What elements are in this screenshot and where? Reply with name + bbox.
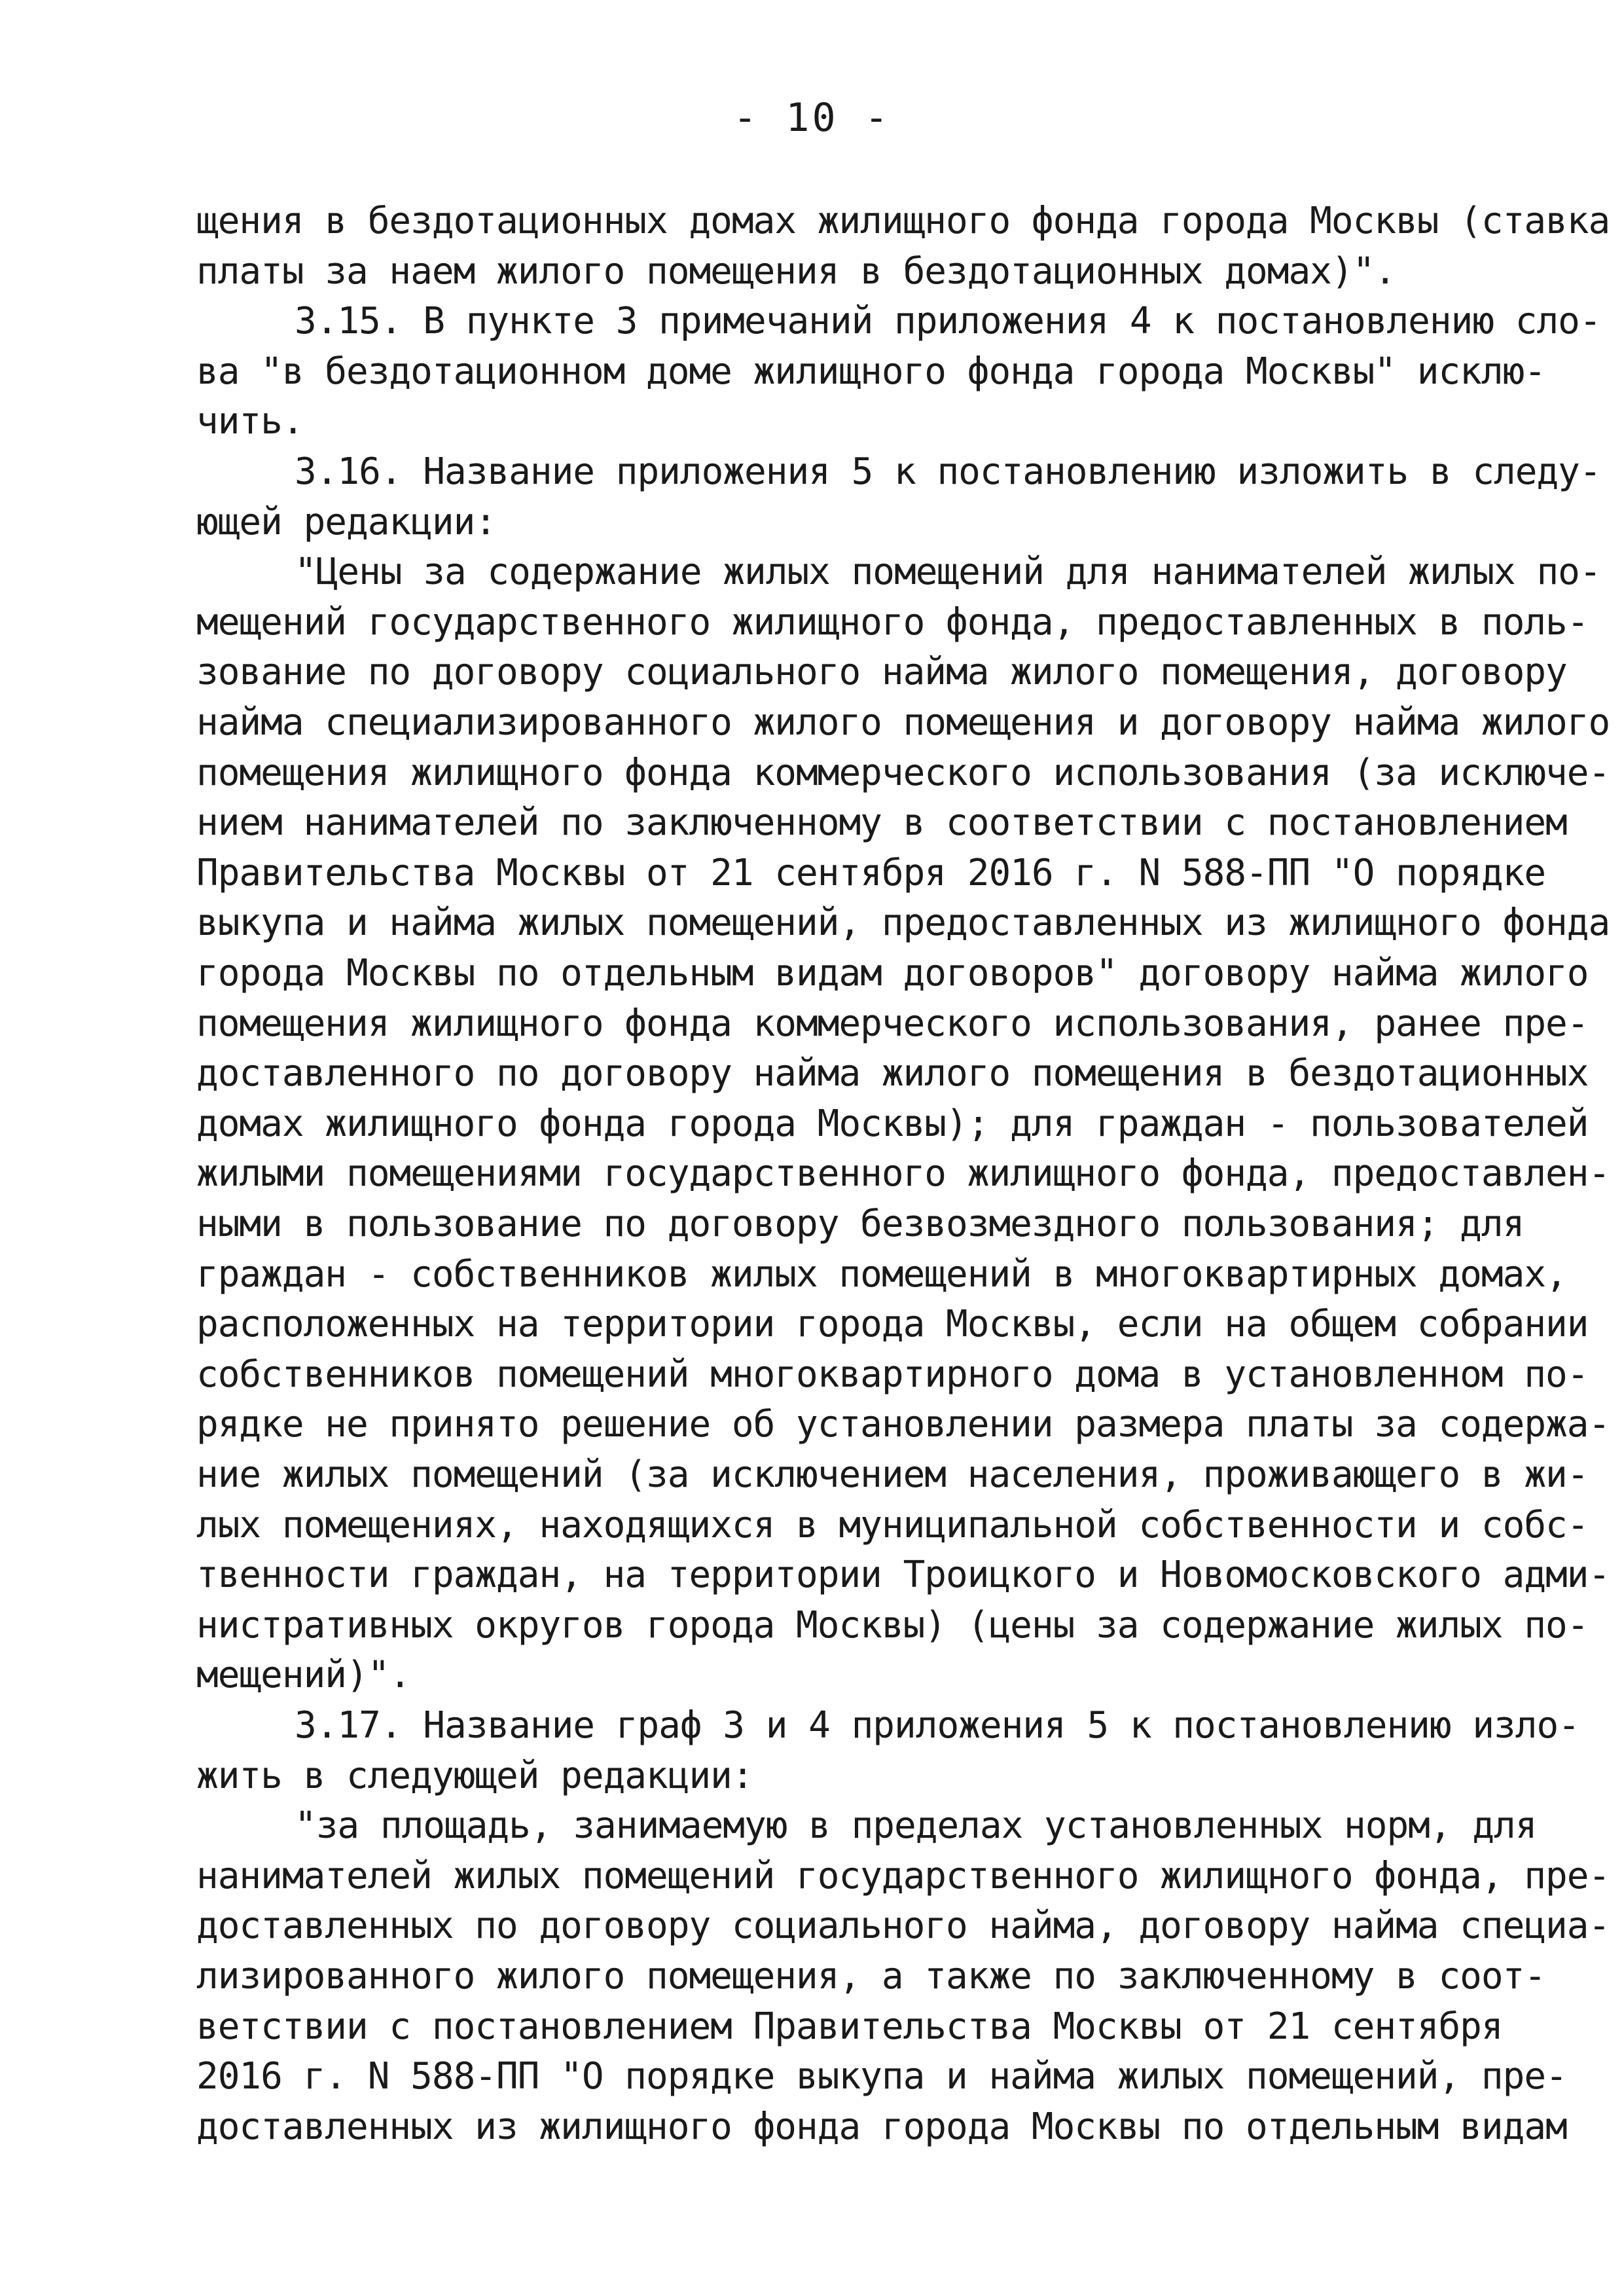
text-line: ние жилых помещений (за исключением населения, проживающего в жи-	[196, 1453, 1589, 1496]
text-line: мещений)".	[196, 1654, 411, 1696]
text-line: 3.15. В пункте 3 примечаний приложения 4 к постановлению сло-	[295, 300, 1601, 342]
text-line: рядке не принято решение об установлении размера платы за содержа-	[196, 1403, 1610, 1446]
text-line: ющей редакции:	[196, 501, 497, 543]
text-line: платы за наем жилого помещения в бездотационных домах)".	[196, 250, 1396, 293]
text-line: ва "в бездотационном доме жилищного фонда города Москвы" исклю-	[196, 350, 1546, 393]
text-line: собственников помещений многоквартирного дома в установленном по-	[196, 1353, 1589, 1396]
text-line: доставленных по договору социального найма, договору найма специа-	[196, 1904, 1610, 1947]
text-line: помещения жилищного фонда коммерческого использования, ранее пре-	[196, 1002, 1589, 1045]
text-line: расположенных на территории города Москвы, если на общем собрании	[196, 1303, 1589, 1345]
text-line: твенности граждан, на территории Троицкого и Новомосковского адми-	[196, 1554, 1610, 1596]
text-line: жить в следующей редакции:	[196, 1755, 753, 1797]
text-line: жилыми помещениями государственного жилищного фонда, предоставлен-	[196, 1152, 1610, 1195]
text-line: "за площадь, занимаемую в пределах установленных норм, для	[295, 1804, 1537, 1847]
text-line: найма специализированного жилого помещения и договору найма жилого	[196, 701, 1610, 744]
text-line: щения в бездотационных домах жилищного фонда города Москвы (ставка	[196, 200, 1610, 242]
text-line: "Цены за содержание жилых помещений для нанимателей жилых по-	[295, 551, 1601, 593]
text-line: доставленных из жилищного фонда города Москвы по отдельным видам	[196, 2105, 1567, 2148]
text-line: домах жилищного фонда города Москвы); для граждан - пользователей	[196, 1102, 1589, 1145]
text-line: 2016 г. N 588-ПП "О порядке выкупа и найма жилых помещений, пре-	[196, 2055, 1567, 2098]
text-line: доставленного по договору найма жилого помещения в бездотационных	[196, 1052, 1589, 1095]
text-line: нанимателей жилых помещений государственного жилищного фонда, пре-	[196, 1855, 1610, 1897]
text-line: граждан - собственников жилых помещений в многоквартирных домах,	[196, 1253, 1567, 1296]
page-number: - 10 -	[733, 95, 891, 141]
text-line: ными в пользование по договору безвозмездного пользования; для	[196, 1203, 1525, 1245]
text-line: мещений государственного жилищного фонда, предоставленных в поль-	[196, 601, 1589, 644]
text-line: Правительства Москвы от 21 сентября 2016 г. N 588-ПП "О порядке	[196, 852, 1546, 894]
text-line: ветствии с постановлением Правительства Москвы от 21 сентября	[196, 2005, 1503, 2048]
text-line: чить.	[196, 400, 304, 443]
text-line: города Москвы по отдельным видам договоров" договору найма жилого	[196, 952, 1589, 994]
text-line: 3.17. Название граф 3 и 4 приложения 5 к постановлению изло-	[295, 1704, 1579, 1747]
text-line: зование по договору социального найма жилого помещения, договору	[196, 651, 1567, 693]
text-line: лизированного жилого помещения, а также по заключенному в соот-	[196, 1955, 1546, 1997]
text-line: помещения жилищного фонда коммерческого использования (за исключе-	[196, 752, 1610, 794]
text-line: 3.16. Название приложения 5 к постановлению изложить в следу-	[295, 450, 1601, 493]
text-line: лых помещениях, находящихся в муниципальной собственности и собс-	[196, 1504, 1589, 1546]
text-line: нистративных округов города Москвы) (цены за содержание жилых по-	[196, 1604, 1589, 1647]
text-line: нием нанимателей по заключенному в соответствии с постановлением	[196, 801, 1567, 844]
text-line: выкупа и найма жилых помещений, предоставленных из жилищного фонда	[196, 902, 1610, 944]
